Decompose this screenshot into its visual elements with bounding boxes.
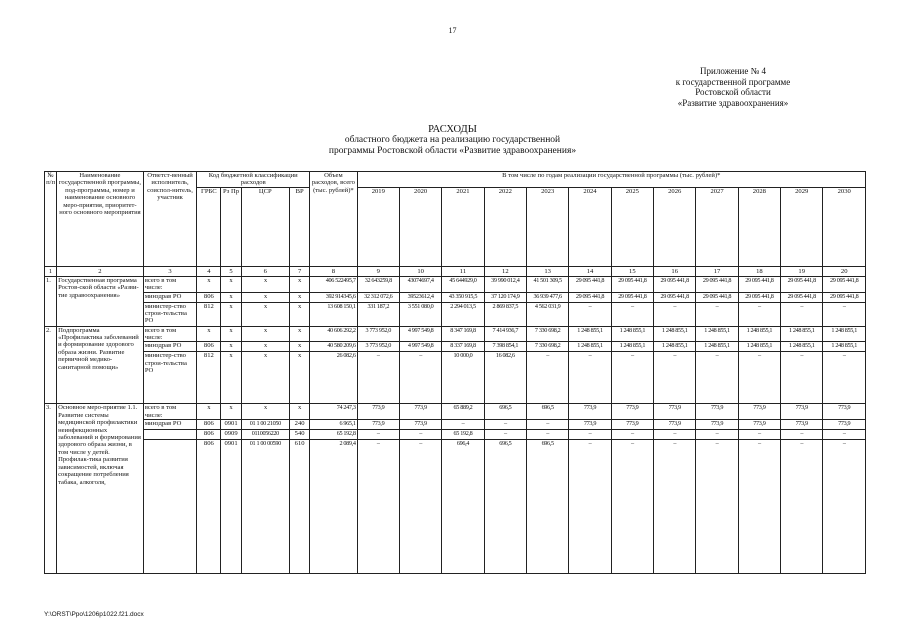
year-value-cell: 696,4 [442,440,484,574]
year-value-cell: – [357,430,399,440]
header-year: 2027 [696,187,738,266]
year-value-cell: 773,9 [738,420,780,430]
year-value-cell: 7 398 854,1 [484,342,526,352]
year-value-cell: 773,9 [357,420,399,430]
vr-cell: x [290,326,310,342]
vr-cell: x [290,292,310,302]
year-value-cell: – [823,440,866,574]
csr-cell: x [241,326,289,342]
executor-cell: министер-ство строи-тельства РО [143,302,196,326]
year-value-cell: 29 095 441,8 [696,292,738,302]
year-value-cell: 773,9 [781,420,823,430]
column-number: 7 [290,266,310,276]
column-number: 6 [241,266,289,276]
total-cell: 65 192,8 [310,430,357,440]
row-name: Основное меро-приятие 1.1. Развитие системы медицинской профилактики неинфекционных заболеваний и формирования здорового образа жизни, в том числе у детей. Профилак-тика развития зависимостей, включая сокращение потребления табака, алкоголя, [57,404,144,574]
year-value-cell: 3 551 080,0 [399,302,441,326]
year-value-cell: – [611,302,653,326]
table-row [45,342,866,352]
year-value-cell: 2 869 837,5 [484,302,526,326]
year-value-cell: 36 939 477,6 [526,292,568,302]
year-value-cell: – [738,352,780,404]
total-cell: 40 606 292,2 [310,326,357,342]
column-number: 16 [654,266,696,276]
year-value-cell: 8 337 169,8 [442,342,484,352]
year-value-cell: 39523612,4 [399,292,441,302]
table-row [45,352,866,404]
vr-cell: 540 [290,430,310,440]
year-value-cell: 1 248 855,1 [569,342,611,352]
executor-cell: всего в том числе: [143,404,196,420]
footer-file-path: Y:\ORST\Ppo\1206p1022.f21.docx [44,611,144,618]
csr-cell: 01 1 00 21050 [241,420,289,430]
vr-cell: x [290,302,310,326]
csr-cell: x [241,302,289,326]
year-value-cell: 1 248 855,1 [738,326,780,342]
header-year: 2025 [611,187,653,266]
rzpr-cell: 0909 [221,430,241,440]
year-value-cell: 8 347 169,8 [442,326,484,342]
csr-cell: x [241,342,289,352]
year-value-cell: 29 095 441,8 [611,276,653,292]
year-value-cell: 29 095 441,8 [654,292,696,302]
total-cell: 392 914345,6 [310,292,357,302]
column-number: 14 [569,266,611,276]
appendix-line: Приложение № 4 [700,66,766,76]
executor-cell: министер-ство строи-тельства РО [143,352,196,404]
row-number: 1. [45,276,57,326]
row-name: Государственная программа Ростов-ской области «Разви-тие здравоохранения» [57,276,144,326]
year-value-cell: 2 294 013,5 [442,302,484,326]
year-value-cell: 29 095 441,8 [823,276,866,292]
year-value-cell: 39 990 012,4 [484,276,526,292]
executor-cell: минздрав РО [143,342,196,352]
year-value-cell: 29 095 441,8 [781,276,823,292]
year-value-cell: 1 248 855,1 [611,326,653,342]
column-number: 19 [781,266,823,276]
year-value-cell: 773,9 [654,404,696,420]
year-value-cell: – [823,352,866,404]
total-cell: 6 965,1 [310,420,357,430]
grbs-cell: 806 [197,430,221,440]
year-value-cell: 773,9 [654,420,696,430]
table-row [45,276,866,292]
year-value-cell: 29 095 441,8 [696,276,738,292]
csr-cell: x [241,404,289,420]
year-value-cell: – [399,352,441,404]
year-value-cell: 32 312 072,6 [357,292,399,302]
rzpr-cell: x [221,302,241,326]
grbs-cell: 806 [197,292,221,302]
year-value-cell: – [738,430,780,440]
vr-cell: x [290,404,310,420]
year-value-cell: – [611,430,653,440]
appendix-line: к государственной программе [675,76,791,87]
table-row [45,420,866,430]
header-csr: ЦСР [241,187,289,266]
csr-cell: x [241,352,289,404]
year-value-cell: 773,9 [611,404,653,420]
row-name: Подпрограмма «Профилактика заболеваний и формирование здорового образа жизни. Развитие первичной медико-санитарной помощи» [57,326,144,404]
year-value-cell: 331 187,2 [357,302,399,326]
column-number: 8 [310,266,357,276]
title-line: областного бюджета на реализацию государственной [344,135,561,145]
header-executor: Ответст-венный исполнитель, соиспол-нитель, участник [143,172,196,267]
executor-cell [143,430,196,440]
year-value-cell: 43 350 915,5 [442,292,484,302]
row-number: 3. [45,404,57,574]
grbs-cell: 806 [197,440,221,574]
column-number: 9 [357,266,399,276]
year-value-cell: 773,9 [696,420,738,430]
year-value-cell: 1 248 855,1 [654,326,696,342]
header-year: 2023 [526,187,568,266]
appendix-line: «Развитие здравоохранения» [677,97,789,108]
column-number: 12 [484,266,526,276]
title-line: программы Ростовской области «Развитие здравоохранения» [328,146,577,156]
header-year: 2030 [823,187,866,266]
year-value-cell: 29 095 441,8 [738,292,780,302]
year-value-cell: 4 562 031,9 [526,302,568,326]
year-value-cell: – [526,430,568,440]
grbs-cell: x [197,326,221,342]
year-value-cell: 10 000,0 [442,352,484,404]
year-value-cell: 29 095 441,8 [738,276,780,292]
year-value-cell: 1 248 855,1 [738,342,780,352]
header-year: 2020 [399,187,441,266]
year-value-cell: – [526,420,568,430]
column-number: 5 [221,266,241,276]
year-value-cell: 1 248 855,1 [654,342,696,352]
column-number: 10 [399,266,441,276]
header-code-group: Код бюджетной классификации расходов [197,172,310,188]
year-value-cell: – [781,352,823,404]
year-value-cell: 773,9 [399,420,441,430]
column-numbers-row [45,266,866,276]
total-cell: 406 522495,7 [310,276,357,292]
grbs-cell: 806 [197,342,221,352]
year-value-cell: – [781,302,823,326]
table-row [45,326,866,342]
header-volume: Объем расходов, всего (тыс. рублей)* [310,172,357,267]
year-value-cell: – [357,440,399,574]
executor-cell: всего в том числе: [143,326,196,342]
header-num: № п/п [45,172,57,267]
year-value-cell: 3 773 952,0 [357,326,399,342]
total-cell: 40 580 209,6 [310,342,357,352]
table-row [45,440,866,574]
year-value-cell: 41 501 309,5 [526,276,568,292]
header-year: 2022 [484,187,526,266]
rzpr-cell: x [221,352,241,404]
year-value-cell: 29 095 441,8 [654,276,696,292]
table-row [45,292,866,302]
year-value-cell: – [696,352,738,404]
year-value-cell: – [484,420,526,430]
executor-cell: всего в том числе: [143,276,196,292]
year-value-cell: 29 095 441,8 [781,292,823,302]
year-value-cell: 696,5 [526,404,568,420]
year-value-cell: 29 095 441,8 [569,292,611,302]
year-value-cell: 696,5 [484,440,526,574]
year-value-cell: 773,9 [569,420,611,430]
rzpr-cell: 0901 [221,420,241,430]
year-value-cell: – [823,302,866,326]
table-row [45,404,866,420]
grbs-cell: 812 [197,302,221,326]
csr-cell: x [241,292,289,302]
year-value-cell: 1 248 855,1 [696,326,738,342]
year-value-cell: – [569,352,611,404]
header-year: 2021 [442,187,484,266]
year-value-cell: – [569,302,611,326]
rzpr-cell: x [221,276,241,292]
year-value-cell: – [611,440,653,574]
year-value-cell: 65 192,8 [442,430,484,440]
year-value-cell: 16 082,6 [484,352,526,404]
year-value-cell: 7 330 698,2 [526,326,568,342]
year-value-cell: – [569,430,611,440]
year-value-cell: – [399,430,441,440]
rzpr-cell: x [221,404,241,420]
year-value-cell: 3 773 952,0 [357,342,399,352]
year-value-cell: 43074697,4 [399,276,441,292]
year-value-cell: – [399,440,441,574]
rzpr-cell: x [221,292,241,302]
rzpr-cell: x [221,326,241,342]
total-cell: 13 608 150,1 [310,302,357,326]
year-value-cell: 773,9 [738,404,780,420]
year-value-cell: – [654,352,696,404]
row-number: 2. [45,326,57,404]
column-number: 3 [143,266,196,276]
column-number: 15 [611,266,653,276]
column-number: 2 [57,266,144,276]
year-value-cell: – [781,440,823,574]
table-row [45,430,866,440]
year-value-cell: 773,9 [399,404,441,420]
year-value-cell: – [696,430,738,440]
year-value-cell: 1 248 855,1 [823,342,866,352]
header-grbs: ГРБС [197,187,221,266]
year-value-cell: – [654,440,696,574]
csr-cell: x [241,276,289,292]
year-value-cell: – [696,302,738,326]
year-value-cell: – [781,430,823,440]
executor-cell [143,440,196,574]
year-value-cell: 773,9 [611,420,653,430]
year-value-cell: 29 095 441,8 [823,292,866,302]
column-number: 11 [442,266,484,276]
column-number: 17 [696,266,738,276]
executor-cell: минздрав РО [143,292,196,302]
column-number: 18 [738,266,780,276]
year-value-cell: 773,9 [823,404,866,420]
year-value-cell: 45 644929,0 [442,276,484,292]
header-rzpr: Рз Пр [221,187,241,266]
year-value-cell: 1 248 855,1 [781,342,823,352]
csr-cell: 0110056220 [241,430,289,440]
header-year: 2029 [781,187,823,266]
year-value-cell: 7 330 698,2 [526,342,568,352]
column-number: 20 [823,266,866,276]
header-name: Наименование государственной программы, под-программы, номер и наименование основного меро-приятия, приоритет-ного основного мероприятия [57,172,144,267]
csr-cell: 01 1 00 00590 [241,440,289,574]
column-number: 4 [197,266,221,276]
vr-cell: x [290,352,310,404]
year-value-cell: – [484,430,526,440]
year-value-cell: – [569,440,611,574]
year-value-cell: 29 095 441,8 [611,292,653,302]
grbs-cell: 812 [197,352,221,404]
grbs-cell: x [197,276,221,292]
year-value-cell: – [526,352,568,404]
year-value-cell: 696,5 [484,404,526,420]
year-value-cell: 773,9 [781,404,823,420]
executor-cell: минздрав РО [143,420,196,430]
header-year: 2028 [738,187,780,266]
grbs-cell: x [197,404,221,420]
year-value-cell: 1 248 855,1 [696,342,738,352]
year-value-cell: – [823,430,866,440]
total-cell: 26 082,6 [310,352,357,404]
year-value-cell: 1 248 855,1 [781,326,823,342]
header-vr: ВР [290,187,310,266]
vr-cell: 610 [290,440,310,574]
budget-table [44,171,866,574]
year-value-cell: 773,9 [696,404,738,420]
header-year: 2024 [569,187,611,266]
year-value-cell: 4 997 549,8 [399,342,441,352]
header-row [45,172,866,188]
year-value-cell: – [738,302,780,326]
year-value-cell: – [696,440,738,574]
grbs-cell: 806 [197,420,221,430]
year-value-cell: – [654,302,696,326]
year-value-cell: 773,9 [823,420,866,430]
year-value-cell: 1 248 855,1 [569,326,611,342]
year-value-cell: 37 120 174,9 [484,292,526,302]
vr-cell: x [290,342,310,352]
appendix-block [623,66,843,108]
rzpr-cell: 0901 [221,440,241,574]
year-value-cell: 32 643259,8 [357,276,399,292]
vr-cell: 240 [290,420,310,430]
year-value-cell: 4 997 549,8 [399,326,441,342]
year-value-cell: – [654,430,696,440]
rzpr-cell: x [221,342,241,352]
year-value-cell: – [738,440,780,574]
year-value-cell: – [357,352,399,404]
vr-cell: x [290,276,310,292]
header-year: 2019 [357,187,399,266]
appendix-line: Ростовской области [695,87,771,97]
year-value-cell: – [442,420,484,430]
page-number: 17 [448,26,457,35]
year-value-cell: 696,5 [526,440,568,574]
header-years-group: В том числе по годам реализации государственной программы (тыс. рублей)* [357,172,865,188]
column-number: 1 [45,266,57,276]
total-cell: 74 247,3 [310,404,357,420]
table-row [45,302,866,326]
header-year: 2026 [654,187,696,266]
document-title [0,124,905,157]
year-value-cell: 773,9 [357,404,399,420]
column-number: 13 [526,266,568,276]
year-value-cell: 7 414 936,7 [484,326,526,342]
year-value-cell: 773,9 [569,404,611,420]
year-value-cell: – [611,352,653,404]
year-value-cell: 29 095 441,8 [569,276,611,292]
year-value-cell: 1 248 855,1 [823,326,866,342]
total-cell: 2 089,4 [310,440,357,574]
year-value-cell: 65 889,2 [442,404,484,420]
year-value-cell: 1 248 855,1 [611,342,653,352]
title-heading: РАСХОДЫ [428,124,477,135]
